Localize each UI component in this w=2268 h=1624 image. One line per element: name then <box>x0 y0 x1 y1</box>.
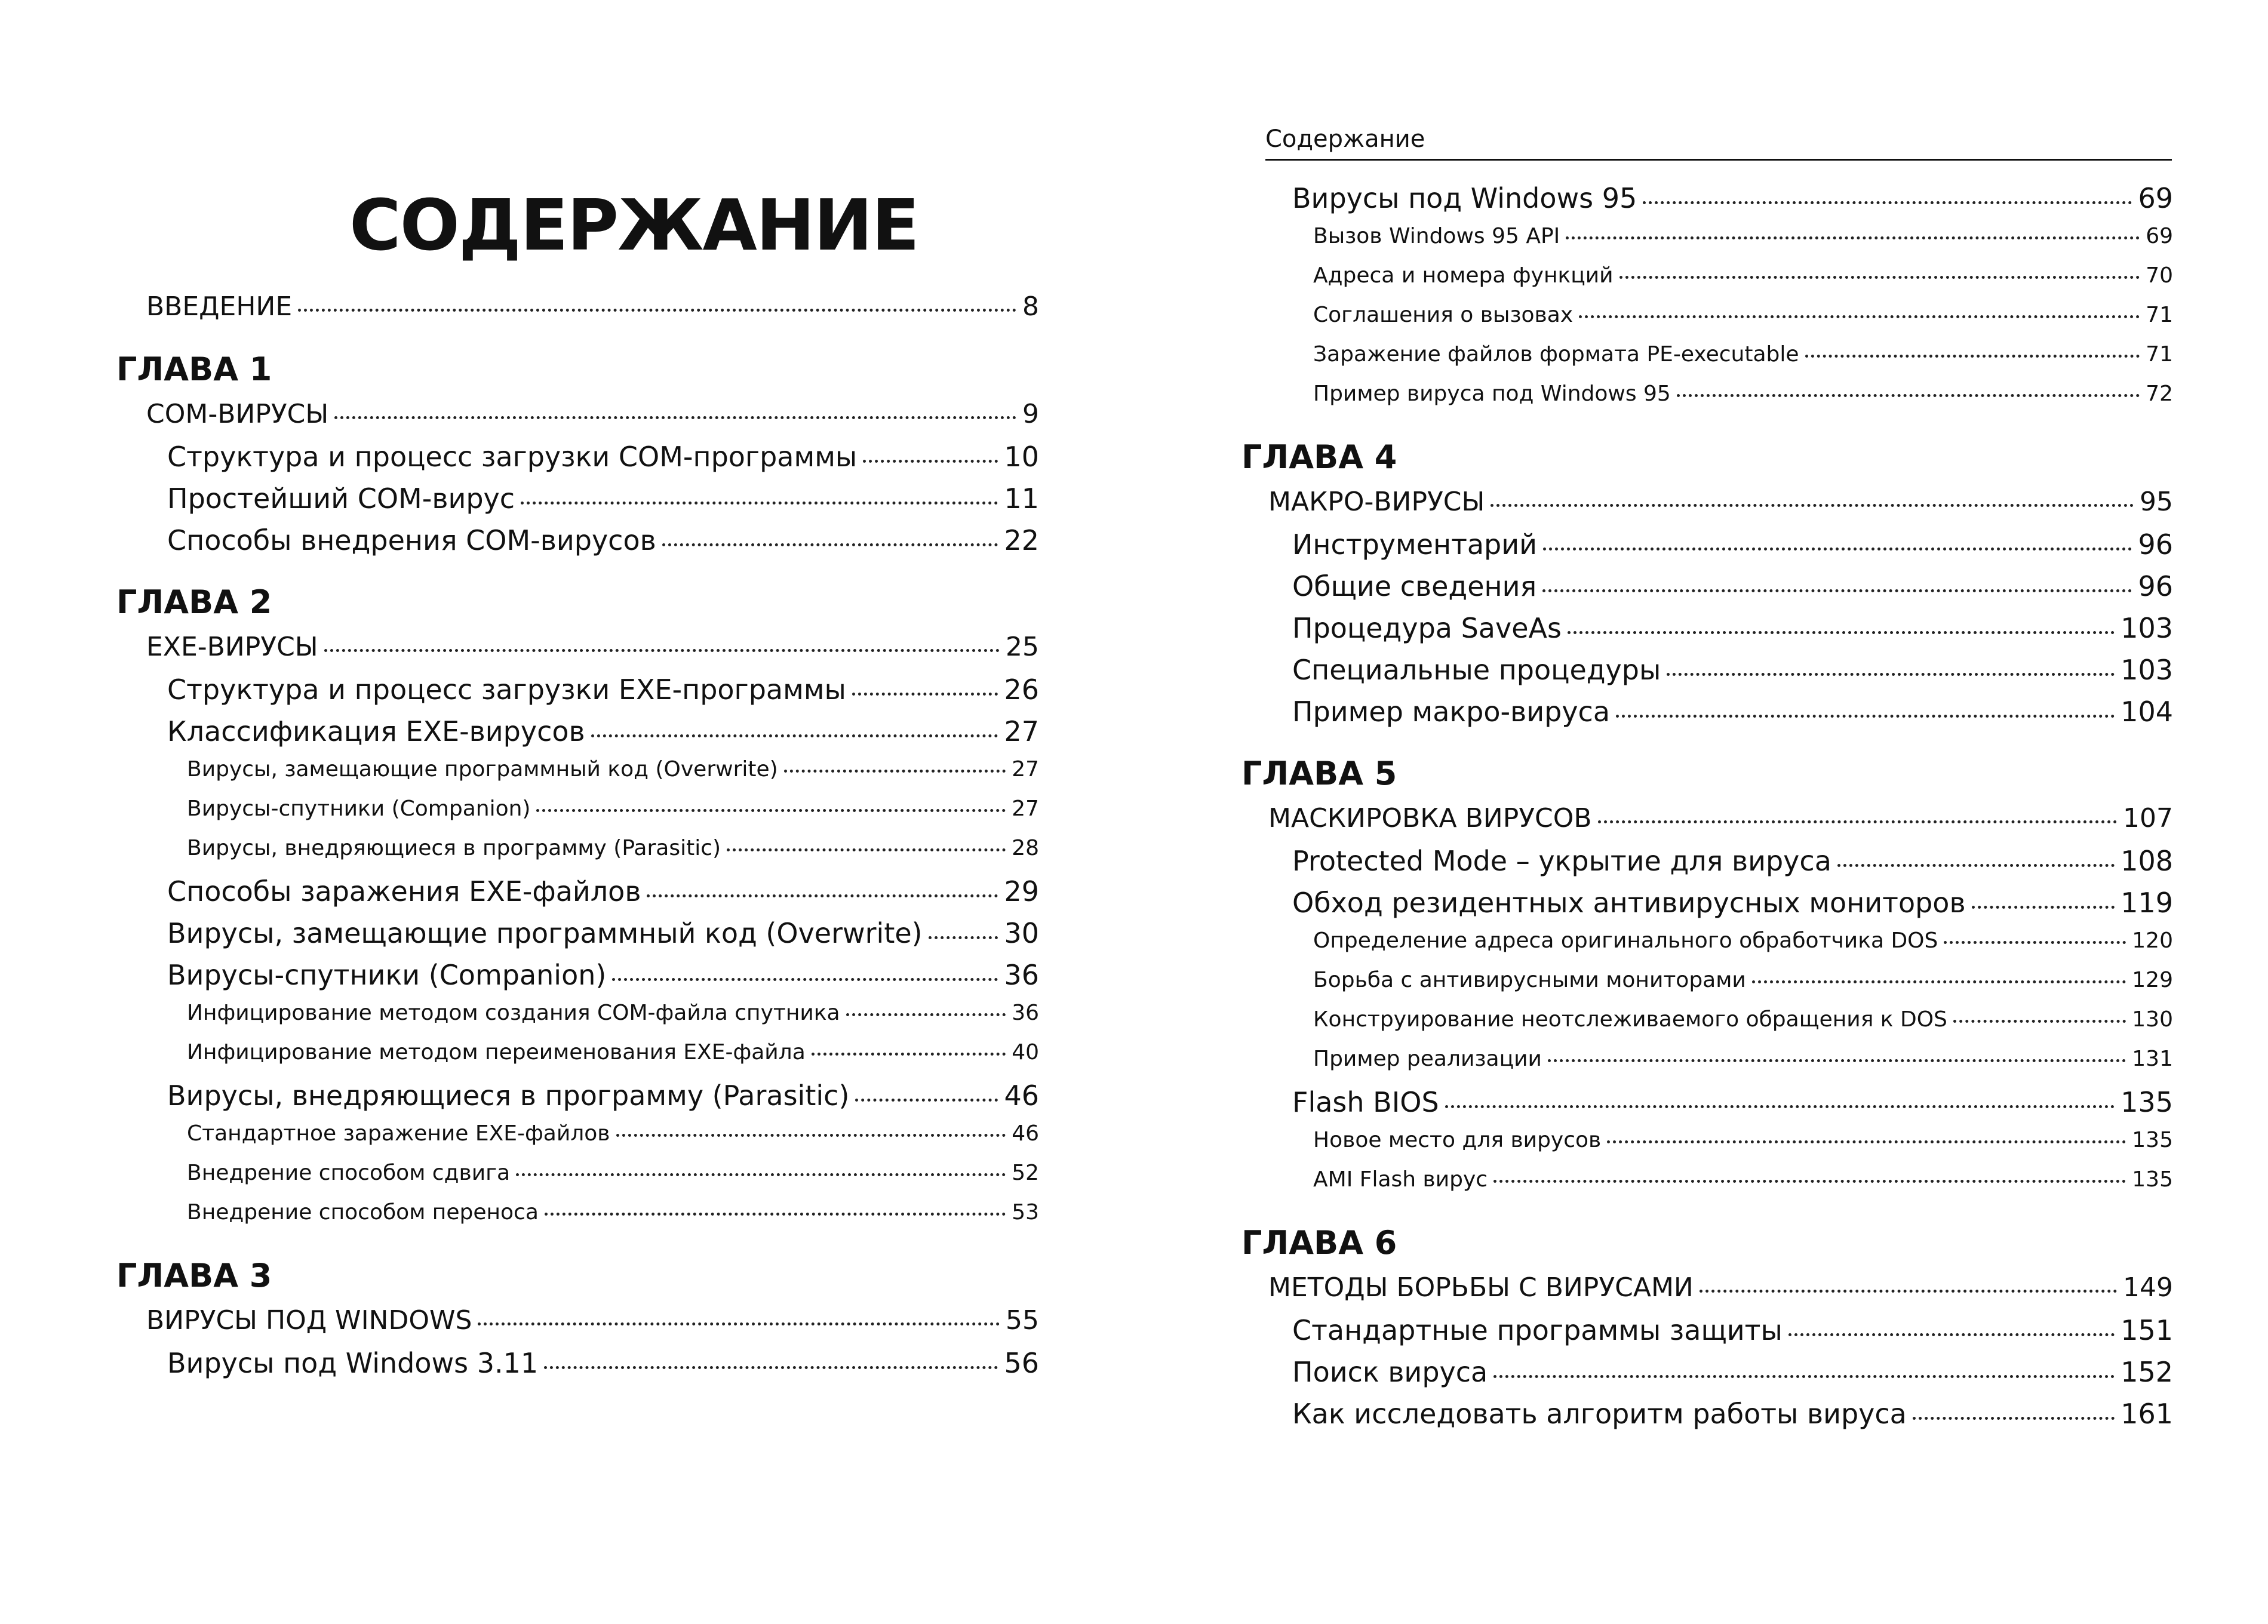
toc-entry-title: Пример реализации <box>1313 1047 1542 1071</box>
chapter-heading: ГЛАВА 1 <box>116 350 272 388</box>
toc-entry[interactable] <box>1241 803 2173 845</box>
dot-leader <box>1445 1105 2115 1108</box>
toc-entry-title: COM-ВИРУСЫ <box>146 399 329 429</box>
dot-leader <box>662 543 998 546</box>
chapter-heading: ГЛАВА 5 <box>1241 755 1397 792</box>
toc-entry-page: 107 <box>2123 803 2173 833</box>
toc-entry-title: МАСКИРОВКА ВИРУСОВ <box>1268 803 1592 833</box>
dot-leader <box>516 1173 1006 1176</box>
toc-entry[interactable] <box>116 1040 1039 1079</box>
dot-leader <box>1752 980 2126 983</box>
dot-leader <box>727 848 1006 851</box>
toc-entry[interactable] <box>116 1121 1039 1161</box>
dot-leader <box>544 1366 998 1369</box>
toc-entry[interactable] <box>1241 654 2173 696</box>
toc-entry-title: Определение адреса оригинального обработчика DOS <box>1313 928 1938 953</box>
dot-leader <box>1643 201 2132 204</box>
toc-entry[interactable] <box>116 524 1039 566</box>
right-page <box>1134 0 2268 1624</box>
toc-entry[interactable] <box>116 482 1039 524</box>
toc-entry-page: 71 <box>2146 342 2173 367</box>
dot-leader <box>616 1134 1006 1137</box>
toc-entry-page: 161 <box>2121 1398 2173 1430</box>
dot-leader <box>1568 631 2115 634</box>
toc-entry[interactable] <box>116 757 1039 796</box>
dot-leader <box>591 734 998 737</box>
toc-entry-page: 46 <box>1012 1121 1039 1146</box>
running-head: Содержание <box>1265 125 2172 161</box>
dot-leader <box>521 502 998 505</box>
toc-entry-title: Вирусы под Windows 95 <box>1292 182 1637 214</box>
toc-entry[interactable] <box>1241 224 2173 263</box>
dot-leader <box>1598 820 2117 823</box>
toc-entry-title: Внедрение способом переноса <box>187 1200 539 1225</box>
toc-entry[interactable] <box>1241 570 2173 612</box>
toc-entry-page: 70 <box>2146 263 2173 288</box>
toc-entry-page: 29 <box>1004 875 1039 908</box>
toc-entry[interactable] <box>1241 612 2173 654</box>
dot-leader <box>1953 1020 2126 1023</box>
toc-entry-title: Пример вируса под Windows 95 <box>1313 382 1671 406</box>
toc-entry[interactable] <box>116 1001 1039 1040</box>
toc-entry-page: 108 <box>2121 845 2173 877</box>
toc-entry-title: Вирусы-спутники (Companion) <box>187 796 531 821</box>
toc-entry-title: Общие сведения <box>1292 570 1537 602</box>
toc-entry-page: 40 <box>1012 1040 1039 1065</box>
toc-entry-title: Борьба с антивирусными мониторами <box>1313 968 1746 992</box>
dot-leader <box>1579 315 2140 318</box>
toc-entry-title: Пример макро-вируса <box>1292 696 1611 728</box>
toc-entry[interactable] <box>116 441 1039 482</box>
toc-entry[interactable] <box>1241 928 2173 968</box>
toc-entry-page: 149 <box>2123 1272 2173 1303</box>
toc-entry-page: 27 <box>1012 757 1039 782</box>
dot-leader <box>846 1013 1006 1016</box>
toc-entry[interactable] <box>1241 1356 2173 1398</box>
toc-entry[interactable] <box>1241 1086 2173 1128</box>
chapter-heading: ГЛАВА 3 <box>116 1257 272 1294</box>
toc-entry-page: 26 <box>1004 673 1039 706</box>
toc-entry-page: 129 <box>2132 968 2173 992</box>
chapter-heading: ГЛАВА 2 <box>116 583 272 621</box>
toc-entry[interactable] <box>116 1347 1039 1389</box>
toc-entry[interactable] <box>1241 1314 2173 1356</box>
toc-entry-title: Protected Mode – укрытие для вируса <box>1292 845 1831 877</box>
toc-entry[interactable] <box>1241 1128 2173 1167</box>
toc-entry-page: 11 <box>1004 482 1039 515</box>
toc-entry[interactable] <box>116 796 1039 836</box>
dot-leader <box>1543 548 2132 550</box>
toc-entry[interactable] <box>116 917 1039 959</box>
toc-entry[interactable] <box>116 715 1039 757</box>
dot-leader <box>545 1213 1006 1216</box>
toc-entry-title: МАКРО-ВИРУСЫ <box>1268 487 1485 517</box>
dot-leader <box>298 309 1016 312</box>
toc-entry-title: Внедрение способом сдвига <box>187 1161 511 1185</box>
toc-entry[interactable] <box>1241 696 2173 737</box>
toc-entry[interactable] <box>1241 968 2173 1007</box>
toc-entry-page: 25 <box>1006 632 1039 662</box>
toc-entry-page: 27 <box>1004 715 1039 748</box>
toc-entry-title: ВИРУСЫ ПОД WINDOWS <box>146 1305 472 1336</box>
toc-entry-title: Инфицирование методом создания COM-файла спутника <box>187 1001 840 1025</box>
toc-entry-page: 10 <box>1004 441 1039 473</box>
dot-leader <box>612 978 998 981</box>
dot-leader <box>1491 504 2134 507</box>
toc-entry[interactable] <box>116 1200 1039 1239</box>
chapter-heading: ГЛАВА 4 <box>1241 438 1397 476</box>
toc-entry-title: Вирусы, внедряющиеся в программу (Parasitic) <box>187 836 721 860</box>
dot-leader <box>1566 236 2140 239</box>
dot-leader <box>1493 1180 2126 1183</box>
toc-entry-page: 36 <box>1012 1001 1039 1025</box>
toc-entry-title: AMI Flash вирус <box>1313 1167 1488 1192</box>
toc-entry-title: Вирусы, замещающие программный код (Overwrite) <box>187 757 778 782</box>
dot-leader <box>1667 673 2115 676</box>
toc-entry-title: Структура и процесс загрузки EXE-программы <box>167 673 846 706</box>
toc-entry-title: МЕТОДЫ БОРЬБЫ С ВИРУСАМИ <box>1268 1272 1694 1303</box>
toc-entry[interactable] <box>1241 182 2173 224</box>
toc-entry-title: ВВЕДЕНИЕ <box>146 291 293 322</box>
toc-entry-page: 96 <box>2138 528 2173 561</box>
toc-entry-title: Стандартные программы защиты <box>1292 1314 1783 1346</box>
dot-leader <box>1548 1059 2126 1062</box>
toc-entry-title: Специальные процедуры <box>1292 654 1661 686</box>
dot-leader <box>1542 589 2132 592</box>
dot-leader <box>536 809 1006 812</box>
toc-entry-page: 46 <box>1004 1079 1039 1112</box>
toc-entry[interactable] <box>116 1305 1039 1347</box>
toc-entry-page: 95 <box>2140 487 2173 517</box>
chapter-heading: ГЛАВА 6 <box>1241 1224 1397 1262</box>
dot-leader <box>478 1322 1000 1325</box>
dot-leader <box>1607 1140 2126 1143</box>
toc-entry-page: 27 <box>1012 796 1039 821</box>
toc-entry-title: Адреса и номера функций <box>1313 263 1614 288</box>
dot-leader <box>1944 941 2126 944</box>
toc-entry[interactable] <box>1241 887 2173 928</box>
dot-leader <box>1619 276 2140 279</box>
toc-entry[interactable] <box>116 1161 1039 1200</box>
toc-entry[interactable] <box>116 1079 1039 1121</box>
dot-leader <box>1913 1417 2115 1420</box>
toc-entry-title: Конструирование неотслеживаемого обращения к DOS <box>1313 1007 1947 1032</box>
left-toc <box>116 291 1039 1389</box>
toc-entry[interactable] <box>1241 845 2173 887</box>
right-toc <box>1241 182 2173 1440</box>
toc-entry-title: Вызов Windows 95 API <box>1313 224 1560 248</box>
dot-leader <box>855 1099 998 1102</box>
toc-entry-page: 71 <box>2146 303 2173 327</box>
toc-entry-page: 104 <box>2121 696 2173 728</box>
toc-entry-page: 8 <box>1022 291 1039 322</box>
dot-leader <box>1805 355 2140 358</box>
toc-entry[interactable] <box>1241 1167 2173 1207</box>
toc-entry-page: 53 <box>1012 1200 1039 1225</box>
toc-entry-page: 130 <box>2132 1007 2173 1032</box>
toc-entry-page: 135 <box>2121 1086 2173 1118</box>
toc-entry[interactable] <box>1241 382 2173 421</box>
toc-entry-page: 120 <box>2132 928 2173 953</box>
toc-entry-title: Простейший COM-вирус <box>167 482 515 515</box>
toc-entry-title: Вирусы-спутники (Companion) <box>167 959 607 991</box>
dot-leader <box>863 460 998 463</box>
toc-entry-page: 72 <box>2146 382 2173 406</box>
dot-leader <box>1837 864 2115 867</box>
toc-entry-page: 36 <box>1004 959 1039 991</box>
toc-entry-page: 69 <box>2138 182 2173 214</box>
dot-leader <box>1700 1290 2117 1293</box>
dot-leader <box>1493 1375 2115 1378</box>
toc-entry[interactable] <box>1241 1047 2173 1086</box>
toc-entry[interactable] <box>116 836 1039 875</box>
dot-leader <box>784 770 1006 773</box>
toc-entry-title: EXE-ВИРУСЫ <box>146 632 318 662</box>
toc-entry[interactable] <box>1241 487 2173 528</box>
toc-entry-title: Обход резидентных антивирусных мониторов <box>1292 887 1966 919</box>
toc-entry-title: Поиск вируса <box>1292 1356 1488 1388</box>
toc-entry-title: Процедура SaveAs <box>1292 612 1562 644</box>
toc-entry-page: 103 <box>2121 612 2173 644</box>
toc-entry-title: Вирусы под Windows 3.11 <box>167 1347 539 1379</box>
toc-entry-page: 9 <box>1022 399 1039 429</box>
dot-leader <box>334 416 1016 419</box>
toc-entry-title: Заражение файлов формата PE-executable <box>1313 342 1799 367</box>
toc-entry[interactable] <box>1241 342 2173 382</box>
toc-entry-title: Способы заражения EXE-файлов <box>167 875 641 908</box>
dot-leader <box>1677 394 2140 397</box>
toc-entry[interactable] <box>116 399 1039 441</box>
toc-entry-title: Стандартное заражение EXE-файлов <box>187 1121 610 1146</box>
toc-entry-page: 55 <box>1006 1305 1039 1336</box>
toc-entry-page: 135 <box>2132 1167 2173 1192</box>
toc-entry[interactable] <box>116 291 1039 333</box>
toc-entry-page: 28 <box>1012 836 1039 860</box>
toc-entry-title: Flash BIOS <box>1292 1086 1439 1118</box>
dot-leader <box>1788 1333 2115 1336</box>
toc-entry[interactable] <box>1241 528 2173 570</box>
page-title: СОДЕРЖАНИЕ <box>349 184 918 266</box>
dot-leader <box>1616 715 2115 718</box>
toc-entry-title: Как исследовать алгоритм работы вируса <box>1292 1398 1907 1430</box>
dot-leader <box>647 894 998 897</box>
dot-leader <box>1972 906 2115 909</box>
toc-entry-title: Структура и процесс загрузки COM-программы <box>167 441 858 473</box>
toc-entry-page: 56 <box>1004 1347 1039 1379</box>
toc-entry-title: Вирусы, замещающие программный код (Overwrite) <box>167 917 923 949</box>
toc-entry-page: 30 <box>1004 917 1039 949</box>
toc-entry[interactable] <box>116 632 1039 673</box>
toc-entry-title: Соглашения о вызовах <box>1313 303 1574 327</box>
toc-entry-page: 69 <box>2146 224 2173 248</box>
toc-entry-page: 135 <box>2132 1128 2173 1152</box>
toc-entry-title: Инструментарий <box>1292 528 1538 561</box>
toc-entry[interactable] <box>1241 1398 2173 1440</box>
toc-entry[interactable] <box>116 673 1039 715</box>
toc-entry[interactable] <box>116 959 1039 1001</box>
toc-entry-title: Вирусы, внедряющиеся в программу (Parasitic) <box>167 1079 850 1112</box>
toc-entry-page: 119 <box>2121 887 2173 919</box>
toc-entry[interactable] <box>1241 1272 2173 1314</box>
toc-entry-title: Инфицирование методом переименования EXE-файла <box>187 1040 806 1065</box>
toc-entry-page: 22 <box>1004 524 1039 556</box>
dot-leader <box>324 649 1000 652</box>
toc-entry-page: 96 <box>2138 570 2173 602</box>
toc-entry-page: 131 <box>2132 1047 2173 1071</box>
toc-entry-page: 103 <box>2121 654 2173 686</box>
toc-entry-page: 152 <box>2121 1356 2173 1388</box>
toc-entry[interactable] <box>1241 1007 2173 1047</box>
dot-leader <box>852 693 998 696</box>
toc-entry[interactable] <box>1241 303 2173 342</box>
toc-entry[interactable] <box>116 875 1039 917</box>
toc-entry-page: 151 <box>2121 1314 2173 1346</box>
dot-leader <box>929 936 998 939</box>
toc-entry-title: Классификация EXE-вирусов <box>167 715 585 748</box>
toc-entry-title: Новое место для вирусов <box>1313 1128 1602 1152</box>
toc-entry-page: 52 <box>1012 1161 1039 1185</box>
toc-entry-title: Способы внедрения COM-вирусов <box>167 524 656 556</box>
dot-leader <box>812 1053 1006 1056</box>
toc-entry[interactable] <box>1241 263 2173 303</box>
